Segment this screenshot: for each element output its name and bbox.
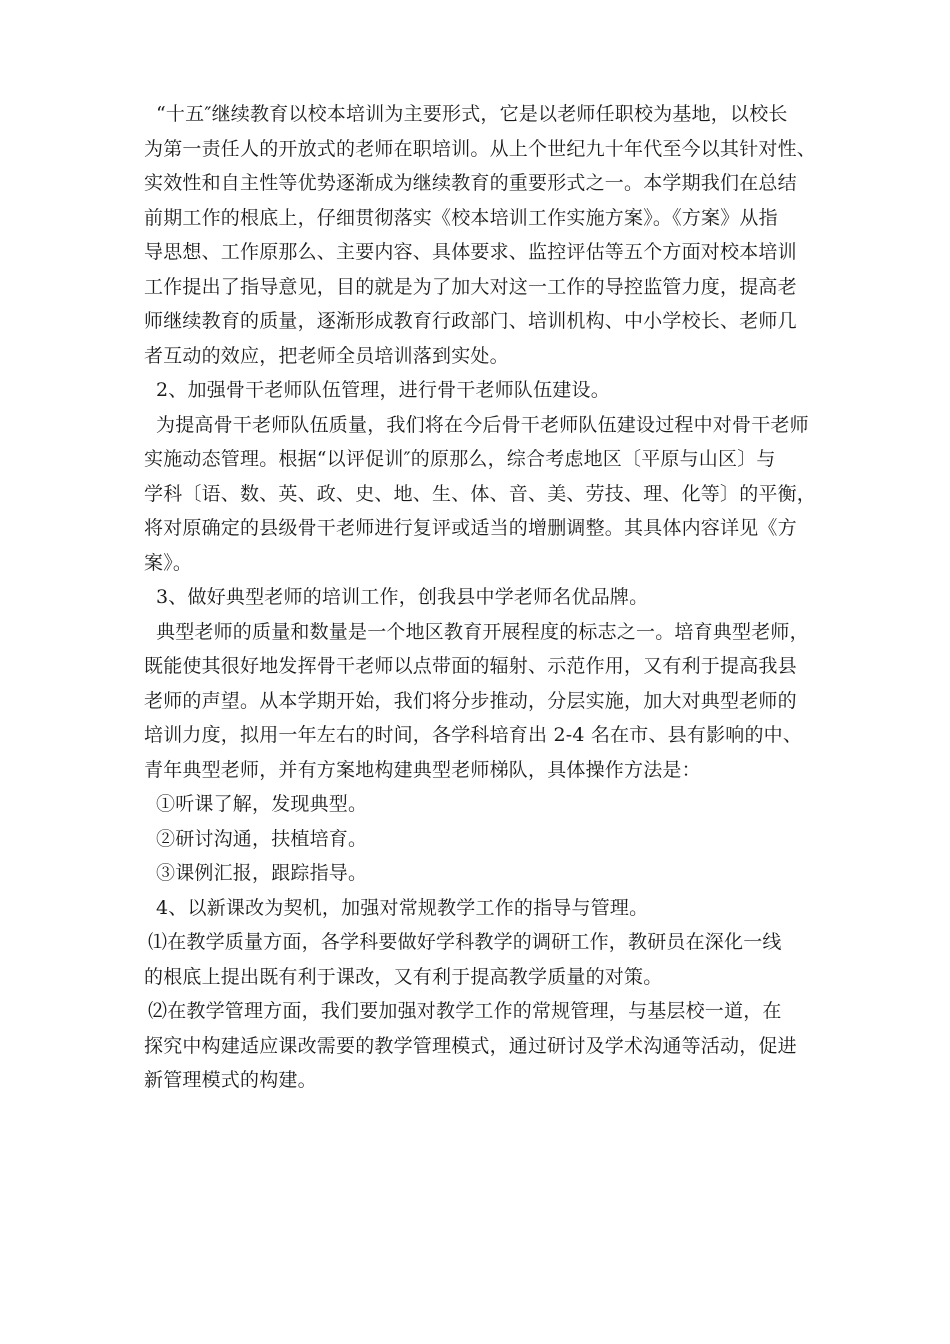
- text-line: 将对原确定的县级骨干老师进行复评或适当的增删调整。其具体内容详见《方: [144, 517, 797, 539]
- text-line: 的根底上提出既有利于课改，又有利于提高教学质量的对策。: [144, 965, 663, 988]
- text-line: 为提高骨干老师队伍质量，我们将在今后骨干老师队伍建设过程中对骨干老师: [156, 413, 809, 436]
- text-line: 学科〔语、数、英、政、史、地、生、体、音、美、劳技、理、化等〕的平衡，: [144, 482, 817, 505]
- text-line: 老师的声望。从本学期开始，我们将分步推动，分层实施，加大对典型老师的: [144, 689, 797, 712]
- text-line: 探究中构建适应课改需要的教学管理模式，通过研讨及学术沟通等活动，促进: [144, 1034, 797, 1057]
- text-line: 青年典型老师，并有方案地构建典型老师梯队，具体操作方法是：: [144, 758, 701, 781]
- text-line: 培训力度，拟用一年左右的时间，各学科培育出 2-4 名在市、县有影响的中、: [144, 724, 803, 746]
- text-line: 为第一责任人的开放式的老师在职培训。从上个世纪九十年代至今以其针对性、: [144, 137, 817, 160]
- text-line: ②研讨沟通，扶植培育。: [156, 827, 368, 850]
- text-line: 实施动态管理。根据“以评促训″的原那么，综合考虑地区〔平原与山区〕与: [144, 448, 776, 470]
- text-line: ⑵在教学管理方面，我们要加强对教学工作的常规管理，与基层校一道，在: [148, 1000, 782, 1022]
- text-line: ③课例汇报，跟踪指导。: [156, 862, 368, 884]
- text-line: 4、以新课改为契机，加强对常规教学工作的指导与管理。: [156, 896, 649, 919]
- text-line: 新管理模式的构建。: [144, 1069, 317, 1091]
- text-line: 典型老师的质量和数量是一个地区教育开展程度的标志之一。培育典型老师，: [156, 620, 809, 643]
- text-line: 既能使其很好地发挥骨干老师以点带面的辐射、示范作用，又有利于提高我县: [144, 655, 797, 677]
- text-line: 工作提出了指导意见，目的就是为了加大对这一工作的导控监管力度，提高老: [144, 275, 797, 298]
- text-line: 导思想、工作原那么、主要内容、具体要求、监控评估等五个方面对校本培训: [144, 241, 797, 263]
- text-line: 者互动的效应，把老师全员培训落到实处。: [144, 344, 509, 367]
- text-line: 师继续教育的质量，逐渐形成教育行政部门、培训机构、中小学校长、老师几: [144, 310, 797, 332]
- text-line: 2、加强骨干老师队伍管理，进行骨干老师队伍建设。: [156, 379, 610, 401]
- text-line: “十五″继续教育以校本培训为主要形式，它是以老师任职校为基地，以校长: [156, 103, 788, 125]
- text-line: 前期工作的根底上，仔细贯彻落实《校本培训工作实施方案》。《方案》从指: [144, 206, 778, 229]
- text-line: ①听课了解，发现典型。: [156, 793, 368, 815]
- document-body: [144, 97, 817, 1098]
- text-line: ⑴在教学质量方面，各学科要做好学科教学的调研工作，教研员在深化一线: [148, 931, 782, 953]
- text-line: 3、做好典型老师的培训工作，创我县中学老师名优品牌。: [156, 586, 649, 608]
- text-line: 案》。: [144, 551, 193, 574]
- text-line: 实效性和自主性等优势逐渐成为继续教育的重要形式之一。本学期我们在总结: [144, 172, 797, 194]
